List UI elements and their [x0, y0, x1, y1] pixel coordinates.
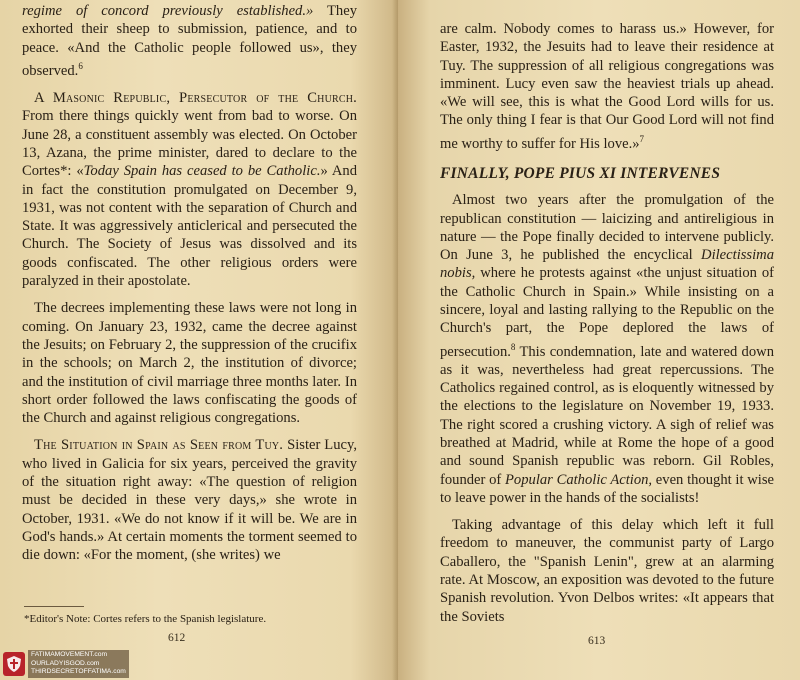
footnote: *Editor's Note: Cortes refers to the Spanish legislature. [24, 613, 267, 625]
footnote-ref: 8 [510, 341, 516, 352]
right-paragraph-3: Taking advantage of this delay which left it full freedom to maneuver, the communist party of Largo Caballero, the "Spanish Lenin", grew at an alarming rate. At Moscow, an exposition was devoted to the future Spanish revolution. Yvon Delbos writes: «It appears that the Soviets [440, 517, 774, 625]
right-paragraph-1: are calm. Nobody comes to harass us.» However, for Easter, 1932, the Jesuits had to leave their residence at Tuy. The suppression of all religious congregations was imminent. Lucy even saw the heaviest trials up ahead. «We will see, this is what the Good Lord wills for us. The only thing I fear is that Our Good Lord will not find me worthy to suffer for His love.»$^7$ [440, 21, 774, 152]
page-number-right: 613 [588, 635, 606, 647]
section-heading: FINALLY, POPE PIUS XI INTERVENES [440, 164, 721, 182]
left-paragraph-1: regime of concord previously established.» They exhorted their sheep to submission, patience, and to peace. «And the Catholic people followed us», they observed.$^6$ [22, 3, 357, 79]
left-page-text [22, 2, 357, 625]
right-page-text [440, 20, 774, 626]
footnote-ref: 6 [78, 60, 83, 71]
section-lead: A Masonic Republic, Persecutor of the Church. [34, 90, 357, 107]
watermark-text: FATIMAMOVEMENT.com OURLADYISGOD.com THIRDSECRETOFFATIMA.com [28, 650, 129, 677]
right-paragraph-2: Almost two years after the promulgation of the republican constitution — laicizing and antireligious in nature — the Pope finally decided to intervene publicly. On June 3, he published the encyclical Dilectissima nobis, where he protests against «the unjust situation of the Catholic Church in Spain.» While insisting on a sincere, loyal and lasting rallying to the Republic on the Church's part, the Pope deplored the laws of persecution.$^8$ This condemnation, late and watered down as it was, nevertheless had great repercussions. The Catholics regained control, as is eloquently witnessed by the elections to the legislature on November 19, 1933. The right scored a crushing victory. A sigh of relief was breathed at Madrid, while at Rome the hope of a good and sound Spanish republic was reborn. Gil Robles, founder of Popular Catholic Action, even thought it wise to leave power in the hands of the socialists! [440, 192, 774, 506]
section-lead: The Situation in Spain as Seen from Tuy. [34, 437, 284, 454]
left-paragraph-2: A Masonic Republic, Persecutor of the Church. From there things quickly went from bad to worse. On June 28, a constituent assembly was elected. On October 13, Azana, the prime minister, dared to declare to the Cortes*: «Today Spain has ceased to be Catholic.» And in fact the constitution promulgated on December 9, 1931, was not content with the separation of Church and State. It was aggressively anticlerical and persecuted the Church. The Society of Jesus was dissolved and its goods confiscated. The other religious orders were paralyzed in their apostolate. [22, 90, 357, 290]
footnote-divider [24, 606, 84, 607]
left-paragraph-4: The Situation in Spain as Seen from Tuy. Sister Lucy, who lived in Galicia for six years, perceived the gravity of the situation right away: «The question of religion must be decided in these very days,» she wrote in October, 1931. «We do not know if it will be. We are in God's hands.» At certain moments the torment seemed to die down: «For the moment, (she writes) we [22, 437, 357, 564]
watermark [3, 649, 129, 679]
left-paragraph-3: The decrees implementing these laws were not long in coming. On January 23, 1932, came the decree against the Jesuits; on February 2, the suppression of the crucifix in the schools; on March 2, the institution of divorce; and the institution of civil marriage three months later. In short order followed the laws confiscating the goods of the Church and against religious congregations. [22, 300, 357, 427]
footnote-ref: 7 [639, 133, 645, 144]
left-page [0, 0, 398, 680]
shield-logo-icon [3, 652, 25, 676]
page-number-left: 612 [168, 632, 186, 644]
